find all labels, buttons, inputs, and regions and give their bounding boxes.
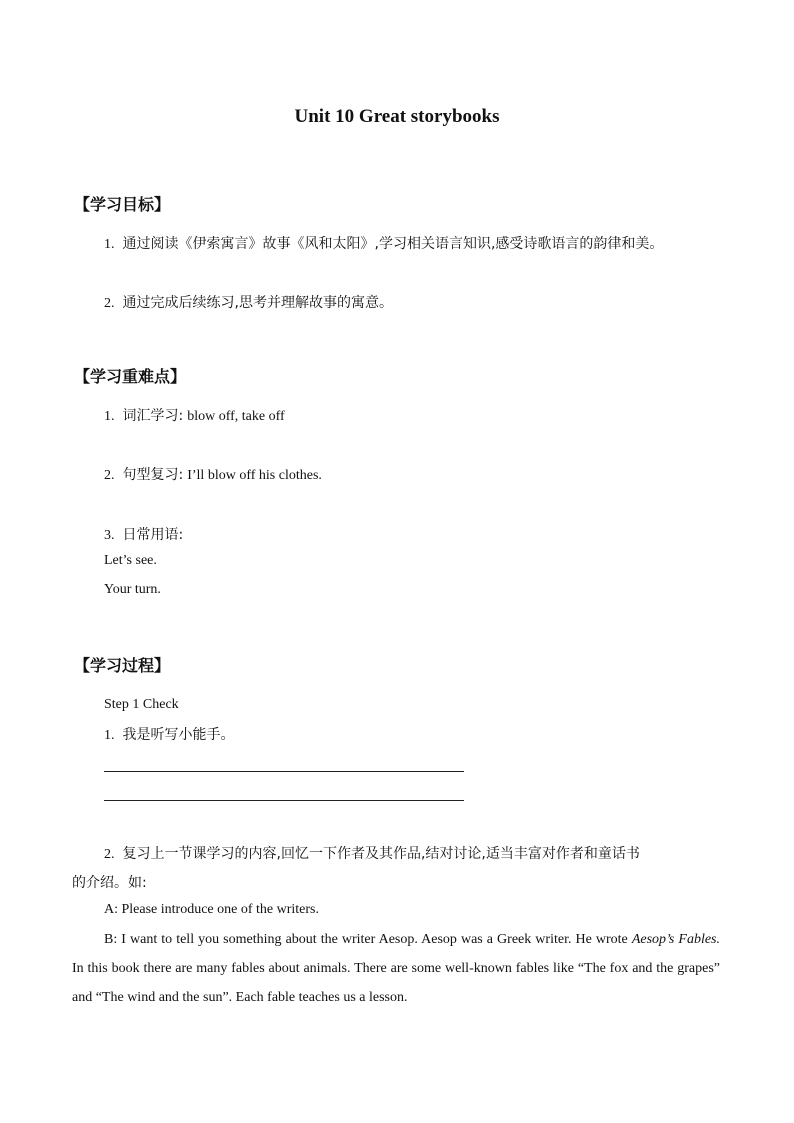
key-point-number: 1. — [104, 409, 115, 424]
key-point-text: blow off, take off — [187, 409, 285, 424]
objective-number: 2. — [104, 296, 115, 311]
dialogue-b-start: B: I want to tell you something about the writer Aesop. Aesop was a Greek writer. He wrote — [104, 932, 628, 947]
key-points-heading: 【学习重难点】 — [74, 367, 187, 386]
book-title: Aesop’s Fables. — [631, 932, 721, 947]
task-text: 我是听写小能手。 — [122, 727, 235, 743]
key-point-item-2 — [104, 464, 322, 484]
key-point-number: 2. — [104, 468, 115, 483]
dialogue-b — [72, 925, 720, 1012]
objectives-heading: 【学习目标】 — [74, 195, 171, 214]
step-label: Step 1 Check — [104, 697, 179, 712]
key-point-text: I’ll blow off his clothes. — [187, 468, 322, 483]
task-number: 2. — [104, 847, 115, 862]
key-point-label: 词汇学习: — [122, 408, 184, 424]
page-title: Unit 10 Great storybooks — [294, 106, 500, 127]
objective-text: 通过阅读《伊索寓言》故事《风和太阳》,学习相关语言知识,感受诗歌语言的韵律和美。 — [122, 236, 664, 252]
key-point-item-3 — [104, 524, 183, 544]
task-text: 复习上一节课学习的内容,回忆一下作者及其作品,结对讨论,适当丰富对作者和童话书 — [122, 846, 640, 862]
daily-phrase-2: Your turn. — [104, 582, 161, 597]
objective-number: 1. — [104, 237, 115, 252]
review-task-line-1 — [104, 843, 640, 863]
answer-line-2[interactable] — [104, 800, 464, 801]
key-point-label: 句型复习: — [122, 467, 184, 483]
objective-text: 通过完成后续练习,思考并理解故事的寓意。 — [122, 295, 393, 311]
process-heading: 【学习过程】 — [74, 656, 171, 675]
key-point-item-1 — [104, 405, 285, 425]
task-number: 1. — [104, 728, 115, 743]
dictation-task — [104, 724, 235, 744]
key-point-number: 3. — [104, 528, 115, 543]
dialogue-b-rest: In this book there are many fables about animals. There are some well-known fables like “The fox and the grapes” and “The wind and the sun”. Each fable teaches us a lesson. — [72, 961, 720, 1005]
key-point-label: 日常用语: — [122, 527, 184, 543]
objective-item-2 — [104, 292, 393, 312]
review-task-line-2: 的介绍。如: — [72, 875, 147, 891]
objective-item-1 — [104, 233, 663, 253]
daily-phrase-1: Let’s see. — [104, 553, 157, 568]
dialogue-a: A: Please introduce one of the writers. — [104, 902, 319, 917]
answer-line-1[interactable] — [104, 771, 464, 772]
